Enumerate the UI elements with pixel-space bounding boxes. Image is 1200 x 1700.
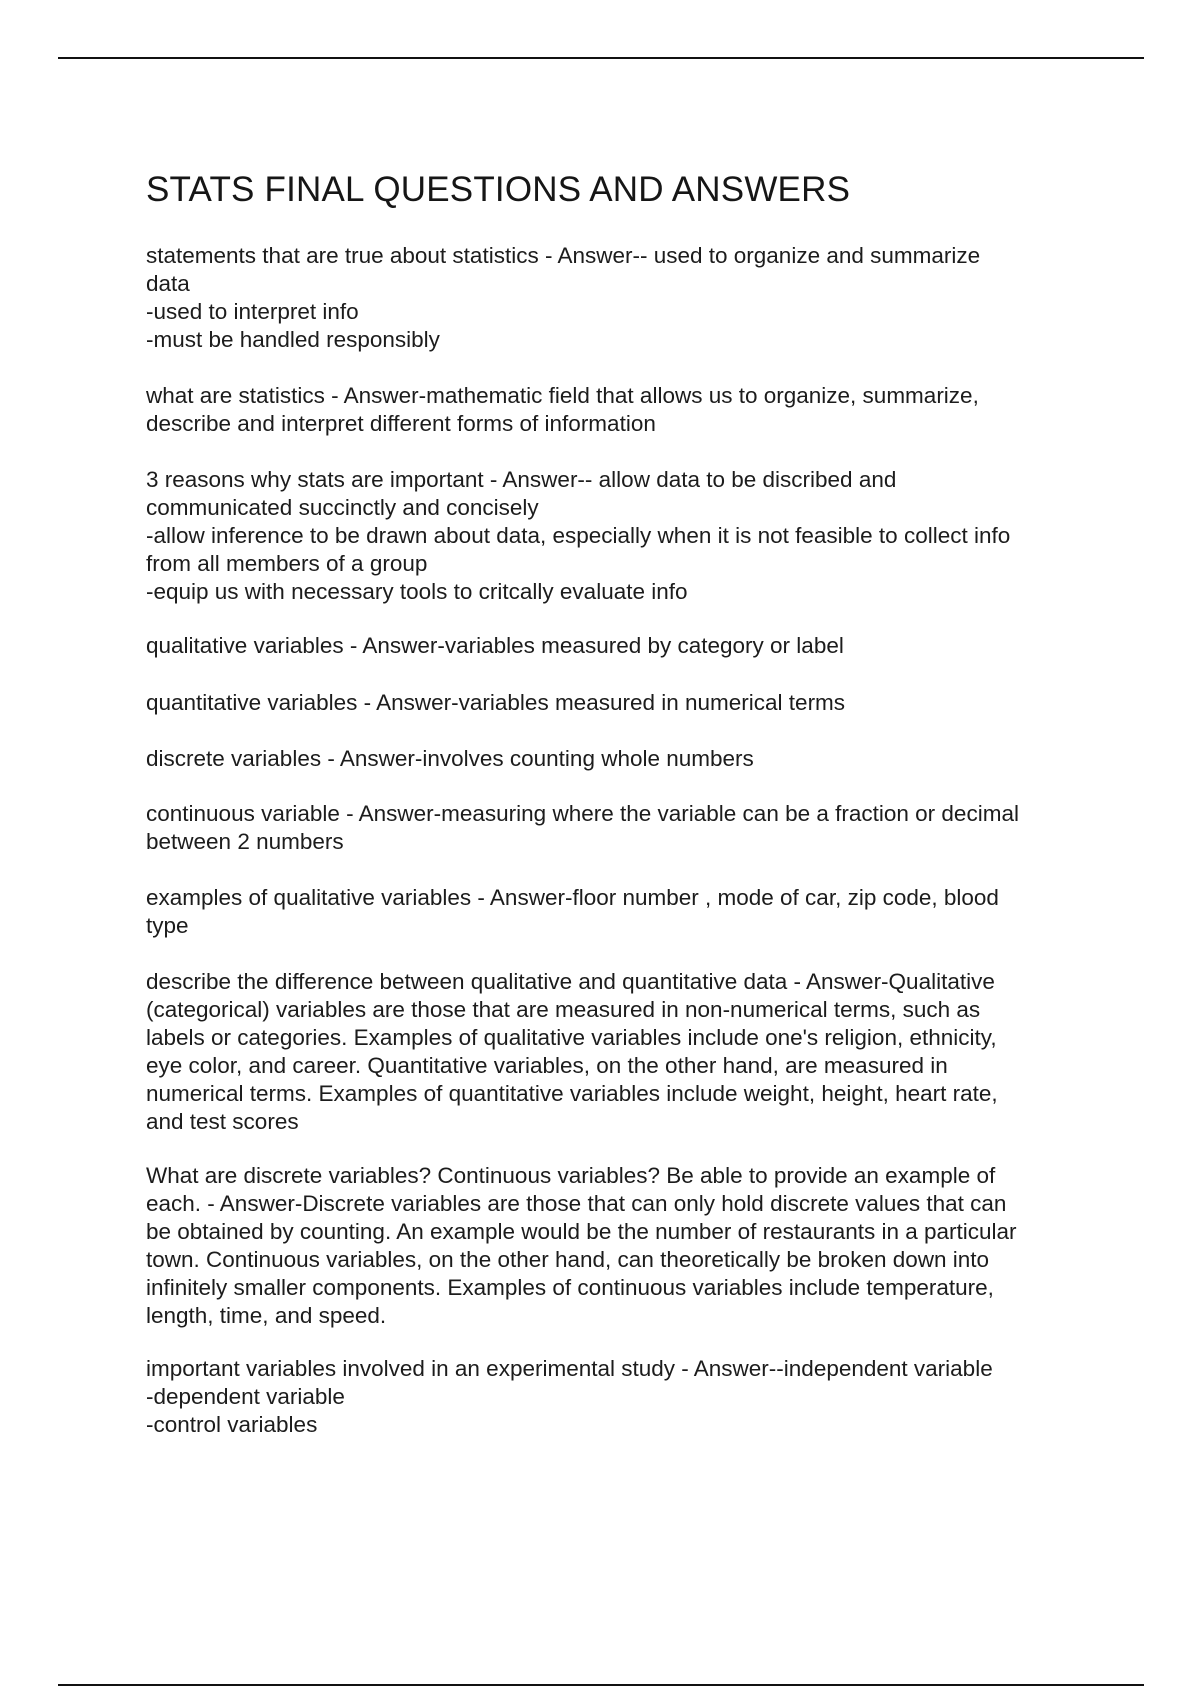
qa-entry-what-are-statistics: what are statistics - Answer-mathematic field that allows us to organize, summarize, describe and interpret different forms of information [146, 383, 979, 436]
qa-entry-reasons-stats-important: 3 reasons why stats are important - Answer-- allow data to be discribed and communicated succinctly and concisely -allow inference to be drawn about data, especially when it is not feasible to collect info from all members of a group -equip us with necessary tools to critcally evaluate info [146, 467, 1011, 604]
bottom-rule [58, 1684, 1144, 1686]
top-rule [58, 57, 1144, 59]
document-title: STATS FINAL QUESTIONS AND ANSWERS [146, 170, 851, 209]
qa-entry-qualitative-variables: qualitative variables - Answer-variables measured by category or label [146, 633, 844, 658]
qa-entry-quantitative-variables: quantitative variables - Answer-variables measured in numerical terms [146, 690, 846, 715]
qa-entry-continuous-variable: continuous variable - Answer-measuring where the variable can be a fraction or decimal between 2 numbers [146, 801, 1019, 854]
qa-entry-discrete-continuous-examples: What are discrete variables? Continuous variables? Be able to provide an example of each. - Answer-Discrete variables are those that can only hold discrete values that can be obtained by counting. An example would be the number of restaurants in a particular town. Continuous variables, on the other hand, can theoretically be broken down into infinitely smaller components. Examples of continuous variables include temperature, length, time, and speed. [146, 1163, 1017, 1328]
qa-entry-qualitative-vs-quantitative: describe the difference between qualitative and quantitative data - Answer-Qualitative (categorical) variables are those that are measured in non-numerical terms, such as labels or categories. Examples of qualitative variables include one's religion, ethnicity, eye color, and career. Quantitative variables, on the other hand, are measured in numerical terms. Examples of quantitative variables include weight, height, heart rate, and test scores [146, 969, 998, 1134]
qa-entry-discrete-variables: discrete variables - Answer-involves counting whole numbers [146, 746, 754, 771]
qa-entry-examples-qualitative: examples of qualitative variables - Answer-floor number , mode of car, zip code, blood type [146, 885, 999, 938]
qa-entry-experimental-study-variables: important variables involved in an experimental study - Answer--independent variable -dependent variable -control variables [146, 1356, 993, 1437]
qa-entry-statements-true: statements that are true about statistics - Answer-- used to organize and summarize data -used to interpret info -must be handled responsibly [146, 243, 981, 352]
